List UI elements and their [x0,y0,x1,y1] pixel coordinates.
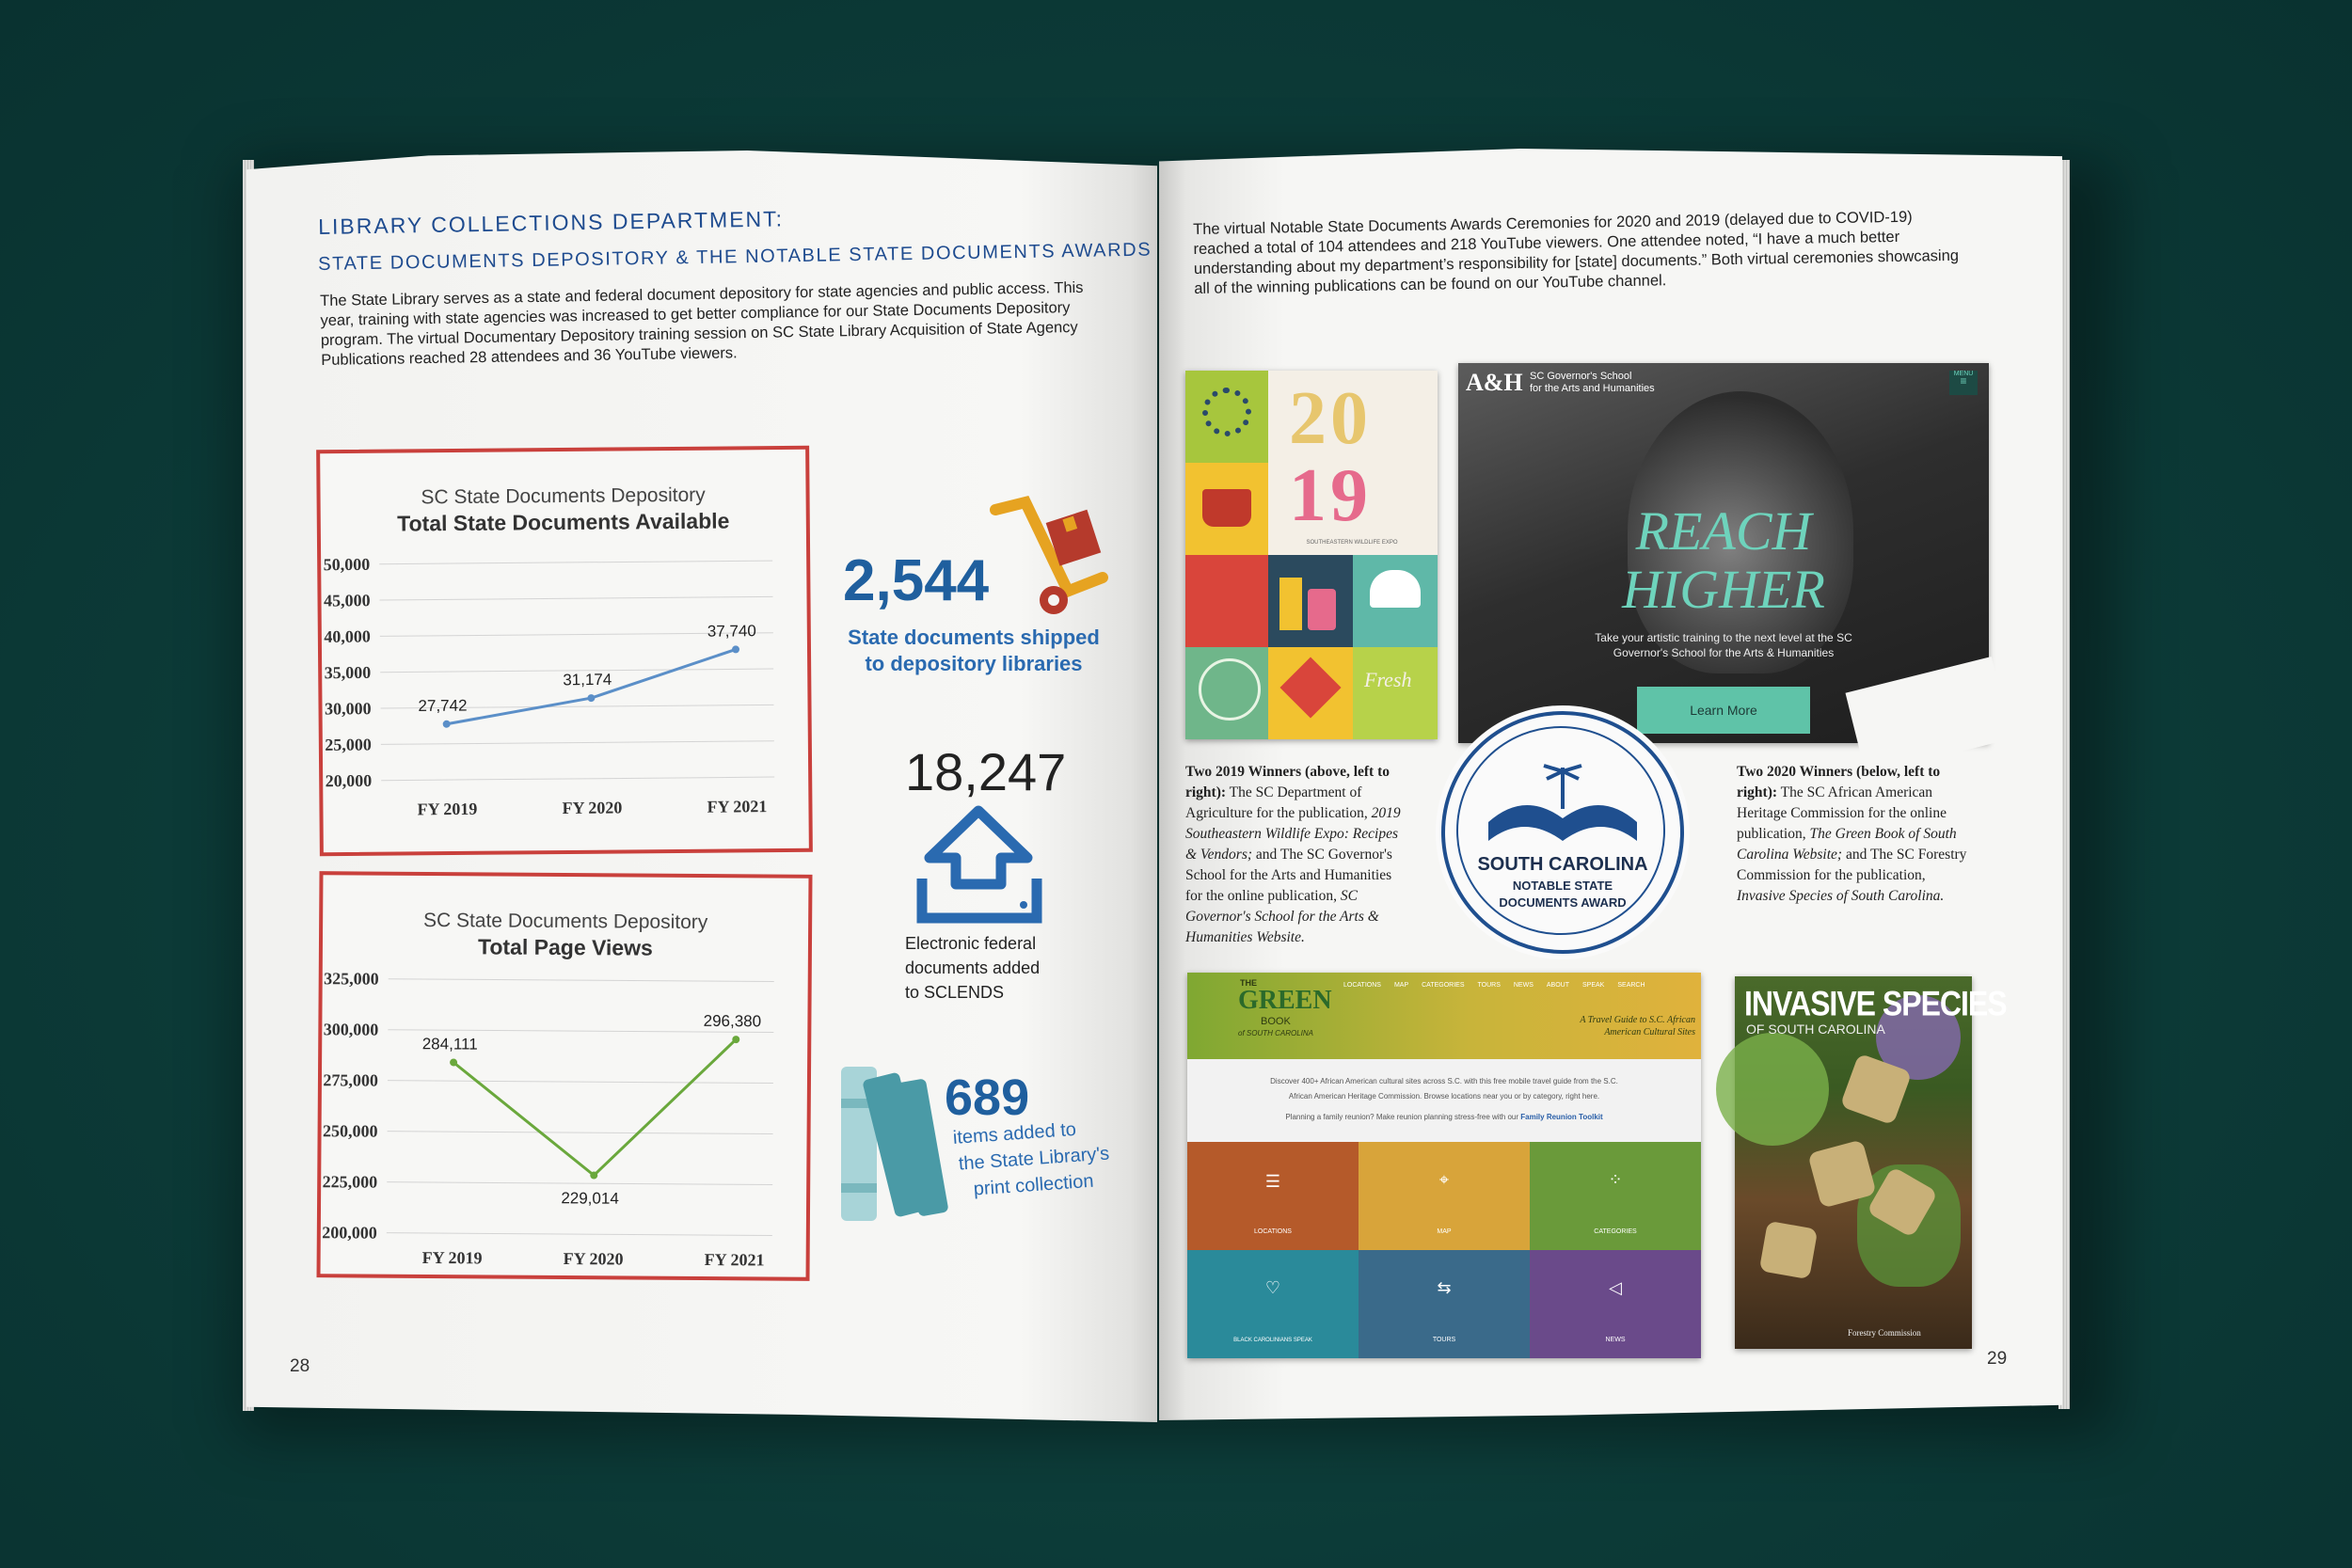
jar-icon [1308,589,1336,630]
year-top: 20 [1289,377,1372,460]
open-book-palmetto-icon [1483,762,1643,847]
y-tick-label: 25,000 [325,735,372,754]
caption-text: The SC African American Heritage Commission for the online publication, [1737,784,1947,842]
stat-shipped-value: 2,544 [843,548,990,613]
y-tick-label: 45,000 [323,591,371,610]
upload-tray-icon [913,805,1044,927]
data-point [590,1172,597,1180]
gridline [381,777,774,781]
gridline [387,1233,772,1236]
gridline [387,1182,772,1185]
data-label: 229,014 [561,1189,619,1208]
gb-nav-bar [1343,982,1645,989]
family-reunion-link[interactable]: Family Reunion Toolkit [1520,1113,1603,1121]
invasive-footer: Forestry Commission [1848,1328,1921,1338]
grid-icon: ⁘ [1608,1170,1623,1189]
gb-nav-item[interactable]: SPEAK [1582,982,1605,989]
chart-plot [321,875,809,1277]
y-tick-label: 50,000 [323,554,371,575]
tile-label: BLACK CAROLINIANS SPEAK [1233,1338,1312,1343]
reach-higher-headline [1458,502,1989,619]
stat-label-line: to SCLENDS [905,983,1005,1002]
desc-line: African American Heritage Commission. Browse locations near you or by category, right here. [1288,1092,1600,1101]
green-book-website-image [1187,973,1701,1358]
gb-nav-item[interactable]: TOURS [1477,982,1501,989]
seal-line1: SOUTH CAROLINA [1477,854,1648,875]
section-heading: LIBRARY COLLECTIONS DEPARTMENT: [318,206,785,239]
hand-truck-icon [988,497,1110,619]
invasive-subtitle: OF SOUTH CAROLINA [1746,1022,1885,1037]
y-tick-label: 250,000 [323,1121,378,1141]
tile-tours[interactable] [1359,1250,1530,1358]
data-point [732,1036,739,1043]
cookbook-cover-image [1185,371,1438,739]
gridline [388,1030,773,1033]
stat-label-line: to depository libraries [865,652,1083,675]
gb-title-the: THE [1240,978,1257,988]
tile [1185,555,1268,647]
gb-nav-item[interactable]: MAP [1393,982,1409,989]
y-tick-label: 275,000 [323,1070,379,1090]
y-tick-label: 30,000 [324,699,372,719]
invasive-title: INVASIVE SPECIES [1744,984,2007,1023]
data-label: 37,740 [707,622,756,641]
tile-locations[interactable] [1187,1142,1359,1250]
y-tick-label: 40,000 [324,626,371,646]
leaf-shape [1716,1033,1829,1146]
learn-more-button[interactable]: Learn More [1637,687,1810,734]
chart-plot [320,450,809,852]
page-number-right: 29 [1987,1349,2008,1369]
tile-speak[interactable] [1187,1250,1359,1358]
menu-label: MENU [1953,371,1974,377]
chart-page-views [316,871,812,1281]
chart-subtitle: Total State Documents Available [397,508,730,536]
headline-line: REACH [1635,500,1812,562]
map-pin-icon: ⌖ [1438,1170,1450,1189]
chef-hat-icon [1370,570,1421,608]
caption-text: The SC Department of Agriculture for the publication, [1185,784,1372,821]
y-tick-label: 35,000 [324,662,372,683]
tile-news[interactable] [1530,1250,1701,1358]
menu-button[interactable] [1949,371,1978,395]
y-tick-label: 20,000 [325,770,373,791]
caption-text: and The SC Forestry Commission for the publication, [1737,847,1967,883]
fresh-label: Fresh [1364,668,1412,691]
tile-label: MAP [1437,1228,1452,1235]
y-tick-label: 200,000 [322,1223,377,1243]
caption-italic: The Green Book of South Carolina Website; [1737,826,1957,863]
pattern-icon [1202,388,1251,436]
award-seal [1441,711,1684,954]
seal-line2: NOTABLE STATE [1512,879,1613,893]
tile-categories[interactable] [1530,1142,1701,1250]
chart-subtitle: Total Page Views [477,934,653,960]
logo-line: SC Governor's School [1530,371,1632,382]
gridline [389,979,774,982]
tile-label: CATEGORIES [1594,1228,1637,1235]
books-icon [837,1061,960,1221]
tagline-line: Take your artistic training to the next level at the SC [1595,631,1852,644]
caption-bold: Two 2019 Winners (above, left to right): [1185,764,1390,800]
nut-shape [1759,1221,1819,1280]
tile-label: NEWS [1605,1337,1626,1343]
page-number-left: 28 [290,1356,310,1376]
data-point [587,694,595,702]
desc-line: Planning a family reunion? Make reunion planning stress-free with our [1285,1113,1521,1121]
x-tick-label: FY 2021 [704,1250,765,1270]
stat-label-line: items added to [952,1118,1077,1148]
stat-label-line: print collection [973,1170,1095,1200]
caption-italic: 2019 Southeastern Wildlife Expo: Recipes & Vendors; [1185,805,1401,863]
headline-line: HIGHER [1622,559,1825,620]
tile [1353,647,1438,739]
caption-2019-winners [1185,762,1411,948]
y-tick-label: 225,000 [322,1172,378,1192]
gridline [380,596,773,600]
tile-label: LOCATIONS [1254,1228,1292,1235]
gb-nav-item[interactable]: NEWS [1513,982,1534,989]
desc-line: Discover 400+ African American cultural sites across S.C. with this free mobile travel guide from the S.C. [1270,1077,1618,1085]
stat-shipped-label [847,625,1101,677]
caption-2020-winners [1737,762,1972,907]
stat-print-value: 689 [945,1069,1030,1126]
caption-bold: Two 2020 Winners (below, left to right): [1737,764,1941,800]
x-tick-label: FY 2020 [563,1248,624,1269]
y-tick-label: 300,000 [323,1020,379,1039]
stat-federal-value: 18,247 [905,742,1067,801]
data-label: 296,380 [703,1011,762,1031]
gb-title-book: BOOK [1261,1016,1291,1027]
tile-map[interactable] [1359,1142,1530,1250]
left-intro-paragraph: The State Library serves as a state and federal document depository for state agencies and public access. This year, training with state agencies was increased to get better compliance for our State Documents Depository program. The virtual Documentary Depository training session on SC State Library Acquisition of State Agency Publications reached 28 attendees and 36 YouTube viewers. [320,278,1084,369]
stat-print-label [952,1115,1112,1204]
gb-nav-item[interactable]: CATEGORIES [1422,982,1465,989]
seal-line3: DOCUMENTS AWARD [1499,895,1627,910]
gb-nav-item[interactable]: LOCATIONS [1343,982,1381,989]
gridline [381,741,774,745]
stat-label-line: the State Library's [958,1143,1110,1175]
stat-label-line: State documents shipped [848,626,1100,649]
gridline [379,561,772,564]
data-label: 284,111 [421,1035,478,1053]
chart-title: SC State Documents Depository [421,483,706,509]
megaphone-icon: ◁ [1609,1278,1622,1297]
hamburger-icon: ≡ [1960,374,1967,388]
heart-icon: ♡ [1264,1278,1281,1297]
invasive-species-cover-image [1735,976,2007,1349]
gb-tile-grid [1187,1142,1701,1358]
y-tick-label: 325,000 [324,969,379,989]
stat-label-line: documents added [905,958,1041,977]
tagline-line: A Travel Guide to S.C. African [1580,1015,1695,1025]
gb-nav-item[interactable]: ABOUT [1546,982,1569,989]
gov-school-logo-text [1530,371,1655,395]
chart-total-documents [316,446,813,857]
gridline [388,1081,773,1084]
x-tick-label: FY 2021 [707,797,768,816]
caption-italic: SC Governor's School for the Arts & Humanities Website. [1185,888,1379,945]
tile-label: TOURS [1432,1337,1456,1343]
gb-title-green: GREEN [1238,986,1332,1015]
data-label: 27,742 [418,696,468,716]
data-label: 31,174 [563,670,612,689]
data-point [732,645,739,653]
data-point [443,721,451,728]
stat-label-line: Electronic federal [905,934,1037,953]
tagline-line: Governor's School for the Arts & Humanities [1613,646,1835,659]
x-tick-label: FY 2020 [562,798,623,818]
series-line [453,1037,736,1177]
pot-icon [1202,489,1251,527]
year-bottom: 19 [1289,454,1372,537]
signpost-icon: ⇆ [1437,1278,1452,1297]
data-point [450,1058,457,1066]
gov-school-website-image [1458,363,1989,743]
logo-line: for the Arts and Humanities [1530,383,1655,394]
tagline-line: American Cultural Sites [1604,1027,1695,1037]
badge-icon [1199,658,1261,721]
caption-text: and The SC Governor's School for the Arts and Humanities for the online publication, [1185,847,1392,904]
gb-title-sc: of SOUTH CAROLINA [1238,1029,1314,1037]
gb-nav-item[interactable]: SEARCH [1617,982,1645,989]
gb-description [1206,1074,1682,1125]
gov-school-tagline [1458,630,1989,660]
list-icon: ☰ [1264,1172,1281,1191]
cookbook-subtitle: SOUTHEASTERN WILDLIFE EXPO [1306,540,1398,546]
jar-icon [1279,578,1302,630]
gb-tagline [1567,1014,1695,1038]
section-subheading: STATE DOCUMENTS DEPOSITORY & THE NOTABLE STATE DOCUMENTS AWARDS [318,239,1152,275]
gridline [388,1132,773,1134]
x-tick-label: FY 2019 [417,799,478,819]
chart-title: SC State Documents Depository [422,909,708,934]
caption-italic: Invasive Species of South Carolina. [1737,888,1945,904]
stat-federal-label [905,931,1040,1005]
x-tick-label: FY 2019 [421,1247,483,1268]
ah-logo-icon: A&H [1466,369,1523,396]
right-intro-paragraph: The virtual Notable State Documents Awards Ceremonies for 2020 and 2019 (delayed due to COVID-19) reached a total of 104 attendees and 218 YouTube viewers. One attendee noted, “I have a much better understanding about my department’s responsibility for [state] documents.” Both virtual ceremonies showcasing all of the winning publications can be found on our YouTube channel. [1193,208,1960,297]
